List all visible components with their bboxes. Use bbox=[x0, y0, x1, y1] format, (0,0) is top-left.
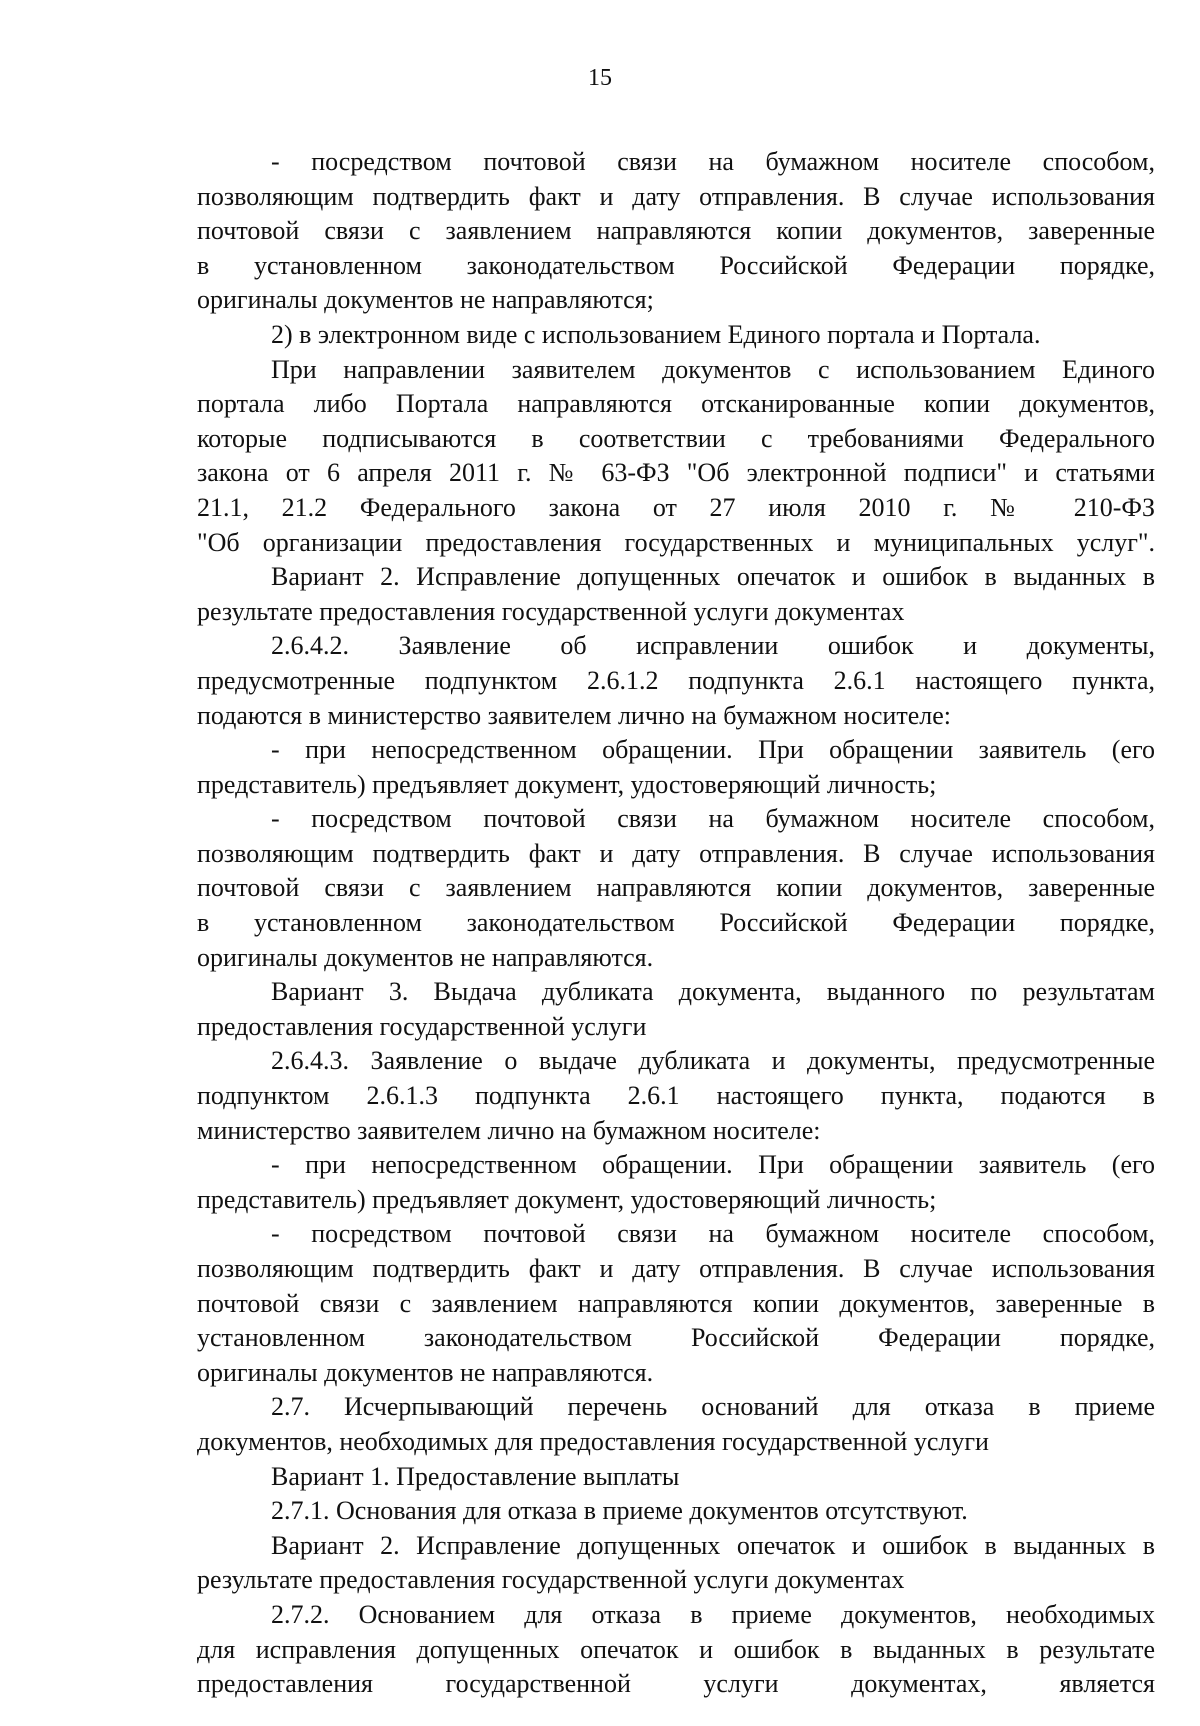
text-line: позволяющим подтвердить факт и дату отправления. В случае использования bbox=[197, 1254, 1155, 1283]
text-line: Вариант 2. Исправление допущенных опечаток и ошибок в выданных в bbox=[271, 1530, 1155, 1560]
document-body bbox=[197, 145, 1155, 1702]
text-line: 2.7.1. Основания для отказа в приеме документов отсутствуют. bbox=[271, 1496, 968, 1526]
text-line: оригиналы документов не направляются. bbox=[197, 1357, 654, 1387]
text-line: представитель) предъявляет документ, удостоверяющий личность; bbox=[197, 1184, 937, 1214]
text-line: почтовой связи с заявлением направляются копии документов, заверенные bbox=[197, 873, 1155, 903]
text-line: - при непосредственном обращении. При обращении заявитель (его bbox=[271, 1150, 1155, 1180]
text-line: - посредством почтовой связи на бумажном носителе способом, bbox=[271, 147, 1155, 176]
text-line: результате предоставления государственной услуги документах bbox=[197, 596, 905, 626]
text-line: Вариант 1. Предоставление выплаты bbox=[271, 1461, 680, 1491]
text-line: - посредством почтовой связи на бумажном носителе способом, bbox=[271, 1219, 1155, 1249]
text-line: оригиналы документов не направляются. bbox=[197, 942, 654, 972]
page-number: 15 bbox=[588, 65, 612, 91]
text-line: 2.6.4.3. Заявление о выдаче дубликата и документы, предусмотренные bbox=[271, 1046, 1155, 1076]
text-line: министерство заявителем лично на бумажном носителе: bbox=[197, 1115, 821, 1145]
text-line: позволяющим подтвердить факт и дату отправления. В случае использования bbox=[197, 838, 1155, 868]
text-line: - при непосредственном обращении. При обращении заявитель (его bbox=[271, 735, 1155, 765]
text-line: оригиналы документов не направляются; bbox=[197, 285, 654, 315]
text-line: позволяющим подтвердить факт и дату отправления. В случае использования bbox=[197, 181, 1155, 211]
text-line: Вариант 3. Выдача дубликата документа, выданного по результатам bbox=[271, 977, 1155, 1007]
text-line: почтовой связи с заявлением направляются копии документов, заверенные в bbox=[197, 1288, 1155, 1318]
text-line: 2.6.4.2. Заявление об исправлении ошибок и документы, bbox=[271, 631, 1155, 661]
text-line: в установленном законодательством Российской Федерации порядке, bbox=[197, 250, 1155, 280]
text-line: закона от 6 апреля 2011 г. № 63-ФЗ "Об электронной подписи" и статьями bbox=[197, 458, 1155, 488]
text-line: почтовой связи с заявлением направляются копии документов, заверенные bbox=[197, 216, 1155, 246]
text-line: "Об организации предоставления государственных и муниципальных услуг". bbox=[197, 527, 1155, 557]
text-line: 21.1, 21.2 Федерального закона от 27 июля 2010 г. № 210-ФЗ bbox=[197, 492, 1155, 522]
text-line: для исправления допущенных опечаток и ошибок в выданных в результате bbox=[197, 1634, 1155, 1664]
text-line: При направлении заявителем документов с использованием Единого bbox=[271, 354, 1155, 384]
text-line: 2) в электронном виде с использованием Единого портала и Портала. bbox=[271, 319, 1041, 349]
text-line: предоставления государственной услуги документах, является bbox=[197, 1669, 1155, 1699]
text-line: - посредством почтовой связи на бумажном носителе способом, bbox=[271, 804, 1155, 834]
text-line: предусмотренные подпунктом 2.6.1.2 подпункта 2.6.1 настоящего пункта, bbox=[197, 665, 1155, 695]
text-line: портала либо Портала направляются отсканированные копии документов, bbox=[197, 389, 1155, 419]
text-line: Вариант 2. Исправление допущенных опечаток и ошибок в выданных в bbox=[271, 562, 1155, 592]
text-line: установленном законодательством Российской Федерации порядке, bbox=[197, 1323, 1155, 1353]
text-line: подаются в министерство заявителем лично на бумажном носителе: bbox=[197, 700, 951, 730]
text-line: документов, необходимых для предоставления государственной услуги bbox=[197, 1426, 989, 1456]
text-line: в установленном законодательством Российской Федерации порядке, bbox=[197, 908, 1155, 938]
text-line: результате предоставления государственной услуги документах bbox=[197, 1565, 905, 1595]
text-line: 2.7. Исчерпывающий перечень оснований для отказа в приеме bbox=[271, 1392, 1155, 1422]
text-line: представитель) предъявляет документ, удостоверяющий личность; bbox=[197, 769, 937, 799]
text-line: 2.7.2. Основанием для отказа в приеме документов, необходимых bbox=[271, 1599, 1155, 1629]
text-line: которые подписываются в соответствии с требованиями Федерального bbox=[197, 423, 1155, 453]
text-line: предоставления государственной услуги bbox=[197, 1011, 647, 1041]
text-line: подпунктом 2.6.1.3 подпункта 2.6.1 настоящего пункта, подаются в bbox=[197, 1081, 1155, 1111]
